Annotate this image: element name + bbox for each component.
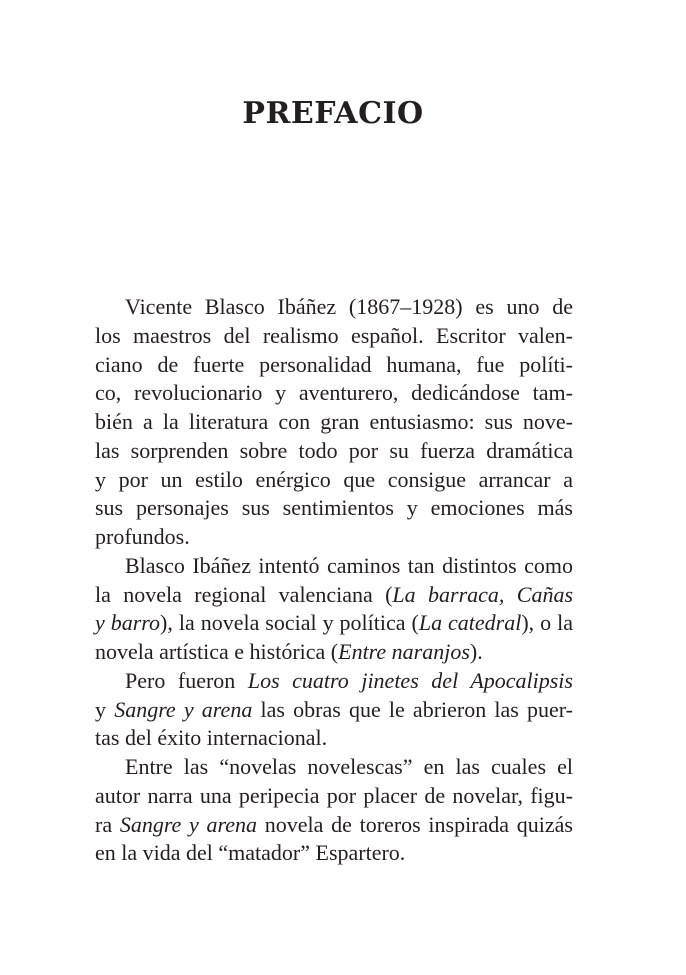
text-line [95, 753, 573, 782]
text-run: bién a la literatura con gran entusiasmo: sus nove- [95, 409, 573, 434]
text-line [95, 437, 573, 466]
text-line [95, 811, 573, 840]
text-line [95, 609, 573, 638]
text-line [95, 408, 573, 437]
text-run: y por un estilo enérgico que consigue arrancar a [95, 466, 573, 492]
text-line [95, 293, 573, 322]
text-line [95, 523, 573, 552]
paragraph [95, 667, 573, 753]
text-run: las obras que le abrieron las puer- [252, 696, 573, 722]
text-run: ), o la [521, 610, 573, 636]
text-line [95, 638, 573, 667]
text-run: novela de toreros inspirada quizás [257, 811, 573, 837]
text-line [95, 379, 573, 408]
text-run: novela artística e histórica ( [95, 639, 339, 664]
italic-title: Entre naranjos [338, 639, 470, 664]
text-line [95, 782, 573, 811]
text-run: co, revolucionario y aventurero, dedicándose tam- [95, 380, 573, 406]
paragraph [95, 753, 573, 868]
text-line [95, 552, 573, 581]
page-title: PREFACIO [242, 96, 424, 131]
italic-title: y barro [95, 610, 161, 636]
italic-title: La catedral [418, 610, 522, 636]
text-line [95, 667, 573, 696]
text-run: profundos. [95, 524, 190, 549]
paragraph [95, 293, 573, 552]
text-line [95, 724, 573, 753]
text-line [95, 696, 573, 725]
text-line [95, 466, 573, 495]
italic-title: Los cuatro jinetes del Apocalipsis [247, 667, 573, 693]
preface-body [95, 293, 573, 868]
text-line [95, 494, 573, 523]
text-run: Entre las “novelas novelescas” en las cuales el [125, 754, 573, 779]
text-run: tas del éxito internacional. [95, 725, 328, 751]
paragraph [95, 552, 573, 667]
italic-title: La barraca, Cañas [392, 581, 573, 607]
text-run: la novela regional valenciana ( [95, 581, 393, 607]
text-run: ra [95, 811, 120, 837]
italic-title: Sangre y arena [119, 811, 258, 837]
text-run: Pero fueron [125, 667, 248, 693]
italic-title: Sangre y arena [114, 696, 253, 722]
text-run: sus personajes sus sentimientos y emociones más [95, 495, 573, 521]
text-line [95, 322, 573, 351]
text-run: los maestros del realismo español. Escritor valen- [95, 322, 573, 348]
text-run: en la vida del “matador” Espartero. [95, 840, 406, 866]
text-run: y [95, 696, 115, 722]
text-run: Vicente Blasco Ibáñez (1867–1928) es uno de [125, 294, 573, 319]
text-run: ciano de fuerte personalidad humana, fue políti- [95, 351, 573, 377]
text-run: Blasco Ibáñez intentó caminos tan distintos como [125, 552, 573, 578]
text-run: ), la novela social y política ( [160, 610, 419, 636]
text-line [95, 581, 573, 610]
text-line [95, 351, 573, 380]
text-run: autor narra una peripecia por placer de novelar, figu- [95, 782, 573, 808]
text-run: ). [469, 639, 483, 664]
text-run: las sorprenden sobre todo por su fuerza dramática [95, 437, 573, 463]
text-line [95, 839, 573, 868]
